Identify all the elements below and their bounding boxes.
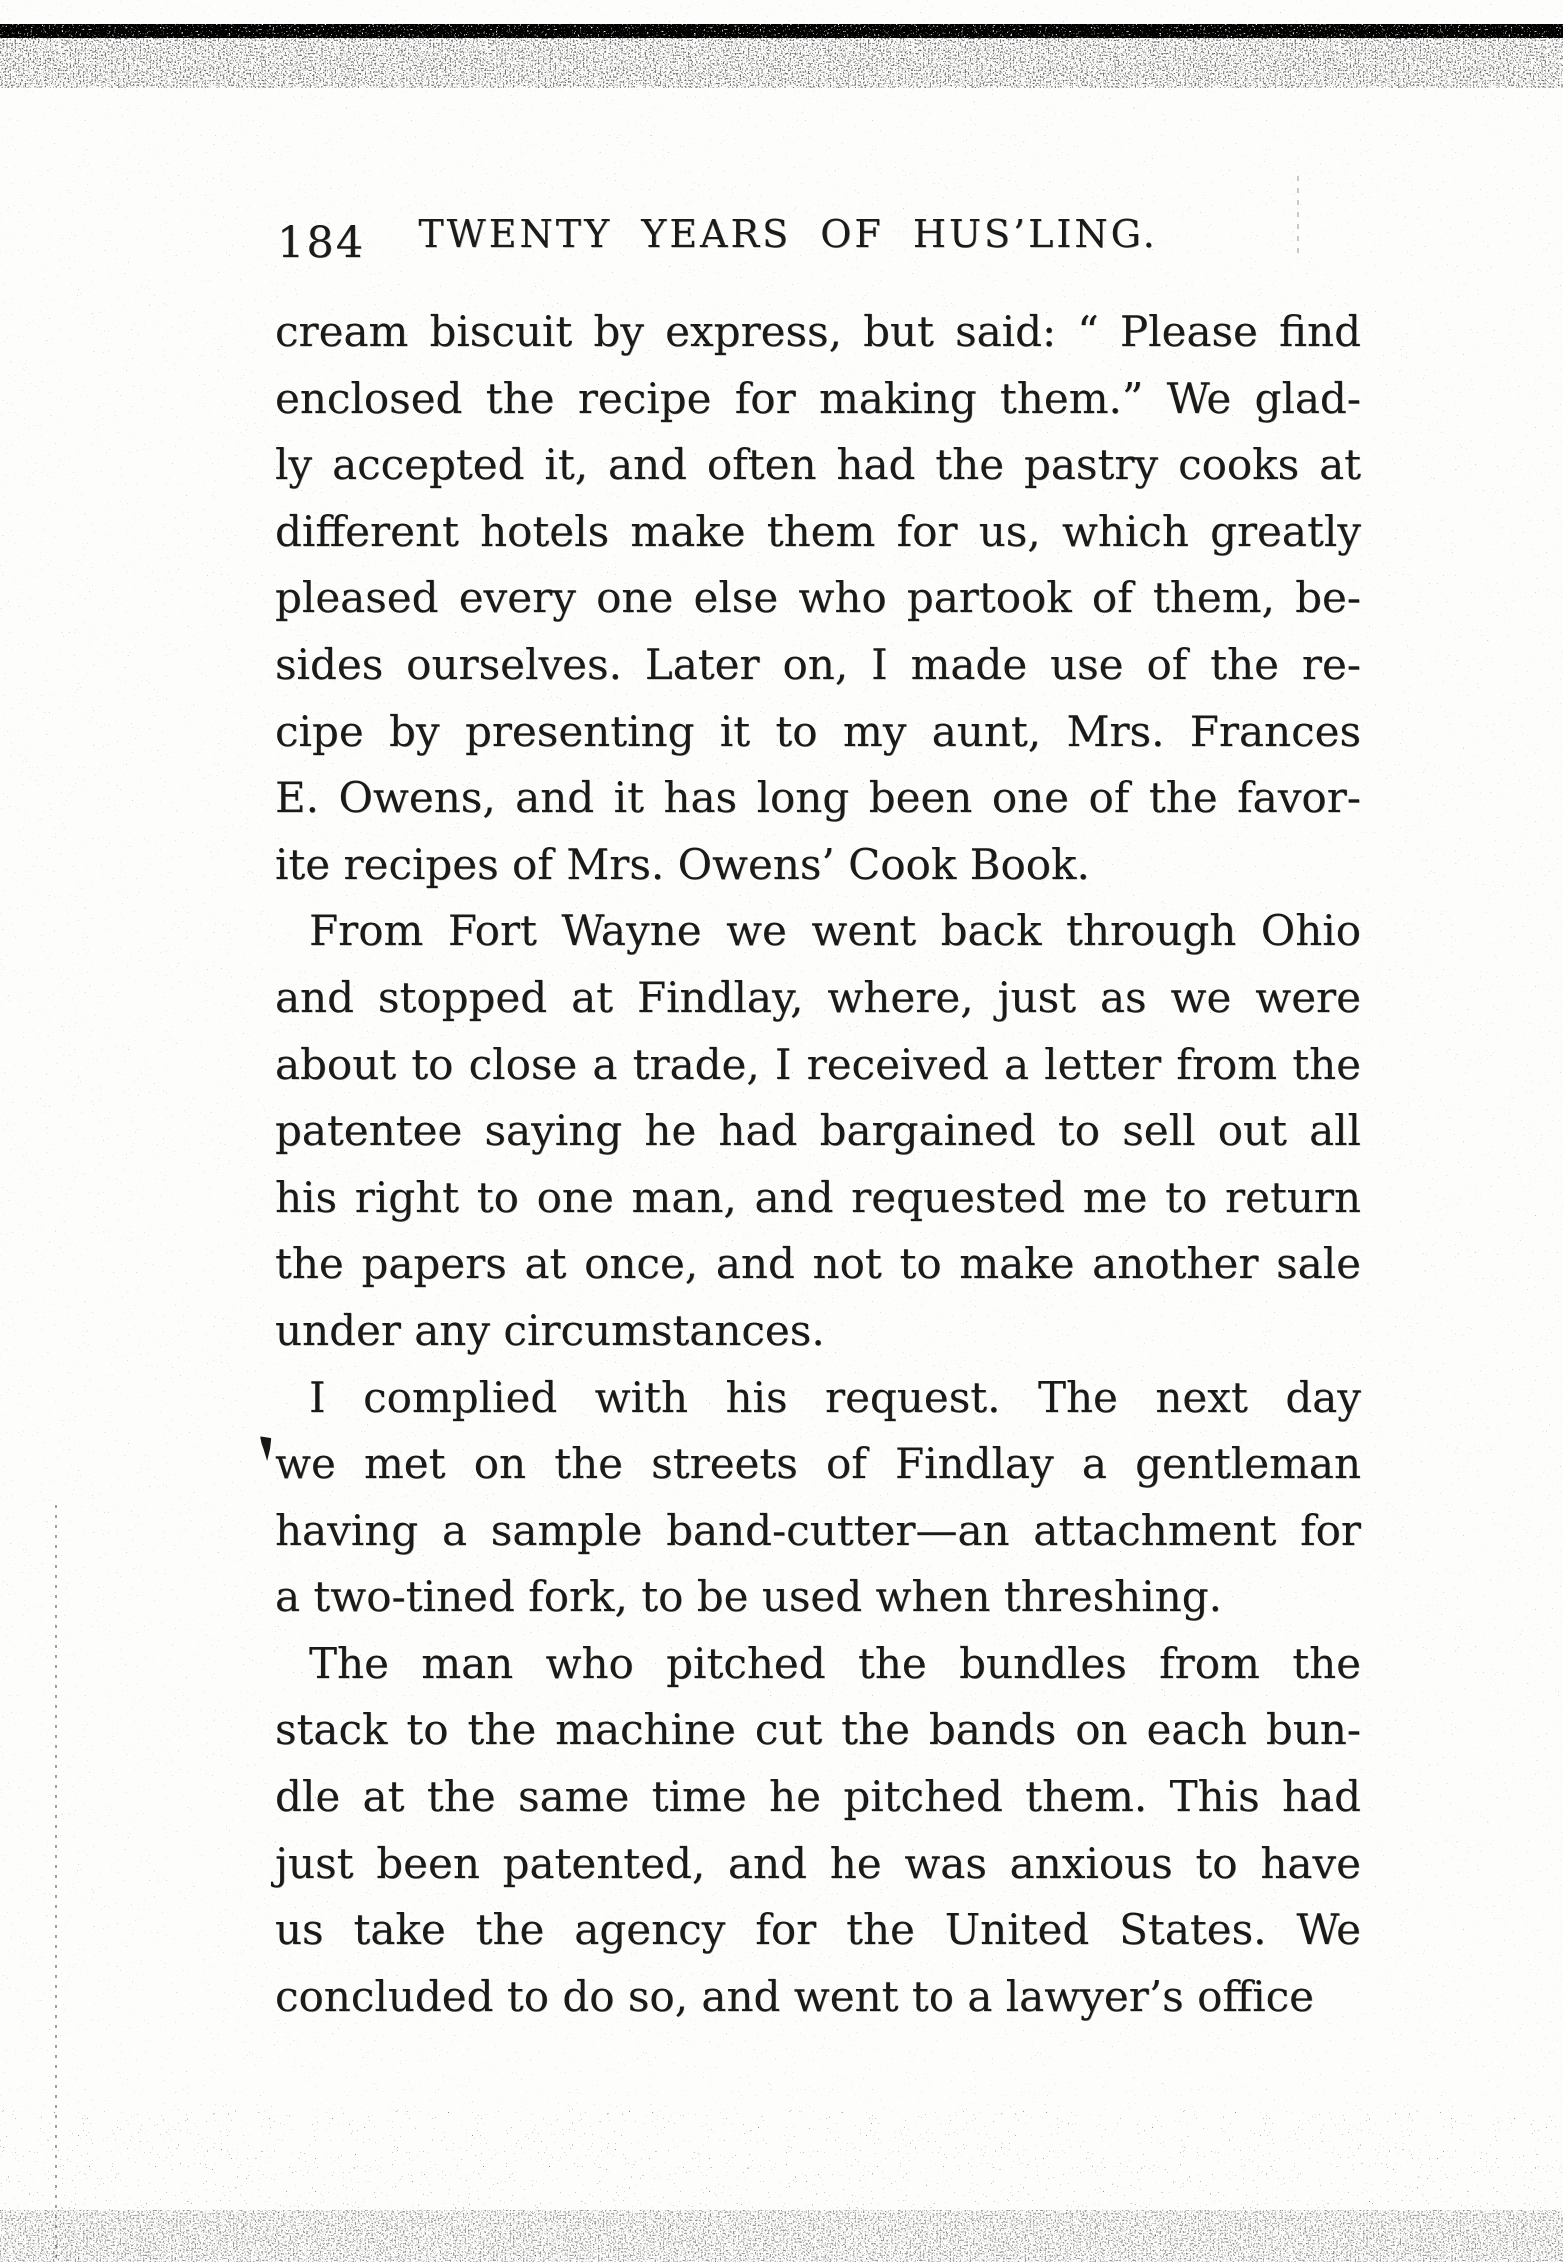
page-title: TWENTY YEARS OF HUS’LING. <box>418 212 1158 256</box>
top-scan-band <box>0 24 1563 38</box>
text-line: we met on the streets of Findlay a gentleman <box>275 1431 1361 1498</box>
text-line: us take the agency for the United States. We <box>275 1905 1361 1955</box>
text-line: under any circumstances. <box>275 1305 825 1355</box>
text-line: pleased every one else who partook of them, be- <box>275 573 1361 623</box>
page-number: 184 <box>277 218 366 268</box>
bottom-noise-band <box>0 2110 1563 2262</box>
text-line: ly accepted it, and often had the pastry cooks at <box>275 440 1361 490</box>
text-line: The man who pitched the bundles from the <box>309 1638 1361 1688</box>
text-line: his right to one man, and requested me to return <box>275 1172 1361 1222</box>
text-line: stack to the machine cut the bands on each bun- <box>275 1705 1361 1755</box>
text-line: From Fort Wayne we went back through Ohio <box>309 906 1361 956</box>
body-text <box>275 299 1361 2030</box>
text-line: having a sample band-cutter—an attachment for <box>275 1505 1361 1555</box>
text-line: about to close a trade, I received a letter from the <box>275 1039 1361 1089</box>
vertical-dotted-scan-artifact <box>55 1505 57 2262</box>
text-line: cipe by presenting it to my aunt, Mrs. Frances <box>275 706 1361 756</box>
text-line: cream biscuit by express, but said: “ Please find <box>275 307 1361 356</box>
text-line: concluded to do so, and went to a lawyer’s office <box>275 1971 1315 2021</box>
running-head <box>275 212 1361 282</box>
text-line: and stopped at Findlay, where, just as we were <box>275 972 1361 1022</box>
text-line: the papers at once, and not to make another sale <box>275 1239 1361 1289</box>
text-line: enclosed the recipe for making them.” We glad- <box>275 373 1361 423</box>
margin-ink-mark <box>260 1436 273 1462</box>
text-line: patentee saying he had bargained to sell out all <box>275 1106 1361 1156</box>
text-line: E. Owens, and it has long been one of the favor- <box>275 773 1361 823</box>
text-line: a two-tined fork, to be used when threshing. <box>275 1572 1222 1622</box>
text-line: just been patented, and he was anxious to have <box>275 1838 1361 1888</box>
text-line: sides ourselves. Later on, I made use of the re- <box>275 639 1361 689</box>
text-line: ite recipes of Mrs. Owens’ Cook Book. <box>275 839 1090 889</box>
text-line: dle at the same time he pitched them. This had <box>275 1772 1361 1822</box>
text-line: different hotels make them for us, which greatly <box>275 506 1361 556</box>
text-line: I complied with his request. The next day <box>309 1372 1361 1422</box>
